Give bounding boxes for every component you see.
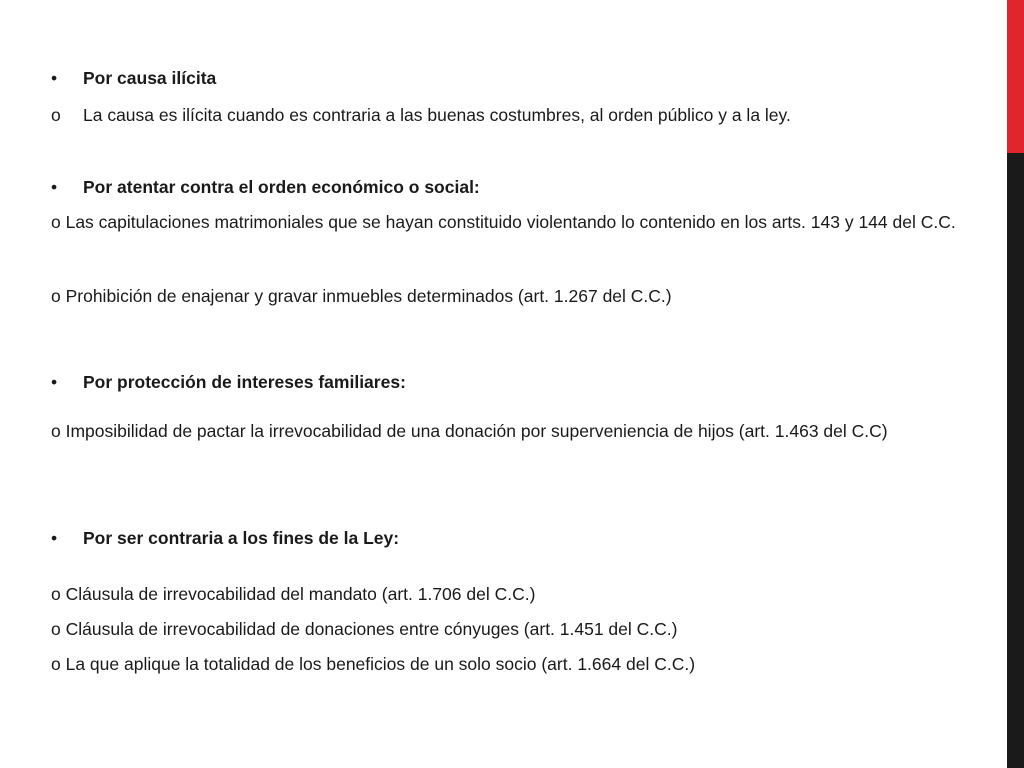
section-item-capitulaciones: o Las capitulaciones matrimoniales que se hayan constituido violentando lo contenido en los arts. 143 y 144 del C.C. — [51, 212, 956, 232]
side-accent-dark — [1007, 153, 1024, 768]
section-item-mandato: o Cláusula de irrevocabilidad del mandato (art. 1.706 del C.C.) — [51, 584, 536, 604]
side-accent-red — [1007, 0, 1024, 153]
bullet-icon: • — [51, 68, 58, 88]
section-item-causa-ilicita: La causa es ilícita cuando es contraria a las buenas costumbres, al orden público y a la ley. — [83, 105, 791, 125]
section-item-donaciones: o Cláusula de irrevocabilidad de donaciones entre cónyuges (art. 1.451 del C.C.) — [51, 619, 678, 639]
side-accent-bar — [1007, 0, 1024, 768]
section-heading-causa-ilicita: Por causa ilícita — [83, 68, 217, 88]
bullet-icon: • — [51, 372, 58, 392]
section-heading-fines-ley: Por ser contraria a los fines de la Ley: — [83, 528, 400, 548]
bullet-icon: • — [51, 528, 58, 548]
section-item-prohibicion: o Prohibición de enajenar y gravar inmuebles determinados (art. 1.267 del C.C.) — [51, 286, 672, 306]
section-heading-intereses-familiares: Por protección de intereses familiares: — [83, 372, 406, 392]
section-heading-orden-economico: Por atentar contra el orden económico o social: — [83, 177, 480, 197]
circle-bullet-icon: o — [51, 105, 61, 125]
section-item-socio: o La que aplique la totalidad de los beneficios de un solo socio (art. 1.664 del C.C.) — [51, 654, 696, 674]
section-item-imposibilidad: o Imposibilidad de pactar la irrevocabilidad de una donación por superveniencia de hijos (art. 1.463 del C.C) — [51, 421, 888, 441]
bullet-icon: • — [51, 177, 58, 197]
